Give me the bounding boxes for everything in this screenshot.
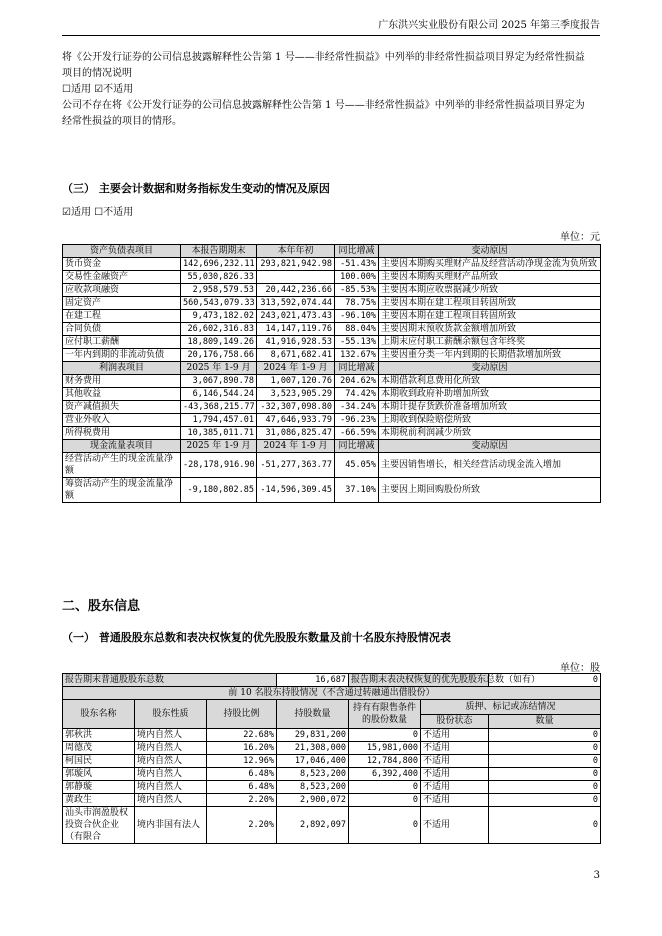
part2-subtitle: （一） 普通股股东总数和表决权恢复的优先股股东数量及前十名股东持股情况表 [62,631,451,644]
page-header: 广东洪兴实业股份有限公司 2025 年第三季度报告 [378,20,600,31]
prior-value: 243,021,473.43 [257,310,335,323]
balance-header-row-cell: 资产负债表项目 [63,245,181,258]
change-reason: 本期借款利息费用化所致 [379,375,601,388]
cash-row [63,453,601,478]
header-rule [62,35,600,36]
section3-options: ☑适用 ☐不适用 [62,207,134,218]
holding-qty: 21,308,000 [277,742,349,755]
current-value: 142,696,232.11 [181,258,257,271]
balance-row [63,349,601,362]
item-name: 合同负债 [63,323,181,336]
prior-value [257,271,335,284]
shareholder-nature: 境内非国有法人 [135,807,207,844]
intro-options: ☐适用 ☑不适用 [62,84,134,95]
shareholder-row [63,807,601,844]
holding-qty: 2,892,097 [277,807,349,844]
pledge-count: 0 [489,781,601,794]
change-pct: 204.62% [335,375,379,388]
current-value: -28,178,916.90 [181,453,257,478]
total-shareholders-label: 报告期末普通股股东总数 [63,674,277,687]
restricted-qty: 15,981,000 [349,742,421,755]
prior-value: 14,147,119.76 [257,323,335,336]
prior-value: 1,007,120.76 [257,375,335,388]
change-reason: 主要因上期回购股份所致 [379,478,601,503]
income-header-row [63,362,601,375]
prior-value: -51,277,363.77 [257,453,335,478]
pledge-status: 不适用 [421,729,489,742]
change-pct: 74.42% [335,388,379,401]
pledge-count: 0 [489,794,601,807]
current-value: 1,794,457.01 [181,414,257,427]
pledge-status: 不适用 [421,755,489,768]
change-reason: 主要因本期购买理财产品及经营活动净现金流为负所致 [379,258,601,271]
balance-header-row-cell: 同比增减 [335,245,379,258]
shareholder-row [63,755,601,768]
cash-header-row [63,440,601,453]
income-header-row-cell: 变动原因 [379,362,601,375]
section3-unit: 单位：元 [560,232,600,243]
pledge-count: 0 [489,729,601,742]
holding-qty: 29,831,200 [277,729,349,742]
restricted-qty: 0 [349,807,421,844]
cash-header-row-cell: 同比增减 [335,440,379,453]
pledge-status: 不适用 [421,768,489,781]
current-value: 20,176,758.66 [181,349,257,362]
total-shareholders-value: 16,687 [277,674,349,687]
item-name: 交易性金融资产 [63,271,181,284]
intro-line-3: 公司不存在将《公开发行证券的公司信息披露解释性公告第 1 号——非经常性损益》中列举的非经常性损益项目界定为 [62,100,585,111]
financial-changes-table [62,244,601,503]
change-pct: -96.10% [335,310,379,323]
balance-row [63,310,601,323]
pledge-status: 不适用 [421,794,489,807]
income-row [63,375,601,388]
change-pct: 37.10% [335,478,379,503]
balance-row [63,271,601,284]
balance-header-row-cell: 变动原因 [379,245,601,258]
holding-ratio: 12.96% [207,755,277,768]
change-reason: 主要因本期在建工程项目转固所致 [379,310,601,323]
current-value: 2,958,579.53 [181,284,257,297]
income-header-row-cell: 同比增减 [335,362,379,375]
shareholder-table [62,673,601,844]
item-name: 所得税费用 [63,427,181,440]
shareholder-name: 柯国民 [63,755,135,768]
change-reason: 主要因本期购买理财产品所致 [379,271,601,284]
pledge-status: 不适用 [421,742,489,755]
holding-ratio: 6.48% [207,768,277,781]
intro-line-2: 项目的情况说明 [62,68,132,79]
shareholder-name: 汕头市润盈股权投资合伙企业（有限合 [63,807,135,844]
item-name: 财务费用 [63,375,181,388]
change-reason: 主要因销售增长，相关经营活动现金流入增加 [379,453,601,478]
change-pct: -51.43% [335,258,379,271]
balance-header-row-cell: 本年年初 [257,245,335,258]
current-value: 9,473,182.02 [181,310,257,323]
top10-caption: 前 10 名股东持股情况（不含通过转融通出借股份） [63,687,601,700]
pref-shareholders-value: 0 [489,674,601,687]
item-name: 一年内到期的非流动负债 [63,349,181,362]
prior-value: 3,523,905.29 [257,388,335,401]
balance-row [63,258,601,271]
change-pct: -96.23% [335,414,379,427]
prior-value: -32,307,098.80 [257,401,335,414]
intro-paragraph [62,50,602,130]
item-name: 筹资活动产生的现金流量净额 [63,478,181,503]
change-pct: 132.67% [335,349,379,362]
col-count: 数量 [489,714,601,729]
shareholder-name: 郭静璇 [63,781,135,794]
current-value: 6,146,544.24 [181,388,257,401]
col-nature: 股东性质 [135,700,207,729]
prior-value: 313,592,074.44 [257,297,335,310]
income-row [63,388,601,401]
item-name: 在建工程 [63,310,181,323]
restricted-qty: 0 [349,729,421,742]
pledge-count: 0 [489,755,601,768]
col-name: 股东名称 [63,700,135,729]
restricted-qty: 6,392,400 [349,768,421,781]
income-header-row-cell: 利润表项目 [63,362,181,375]
prior-value: -14,596,309.45 [257,478,335,503]
item-name: 应收款项融资 [63,284,181,297]
holding-ratio: 6.48% [207,781,277,794]
item-name: 货币资金 [63,258,181,271]
current-value: 18,809,149.26 [181,336,257,349]
shareholder-nature: 境内自然人 [135,768,207,781]
balance-row [63,297,601,310]
current-value: -43,368,215.77 [181,401,257,414]
income-header-row-cell: 2024 年 1-9 月 [257,362,335,375]
shareholder-nature: 境内自然人 [135,794,207,807]
restricted-qty: 0 [349,794,421,807]
restricted-qty: 12,784,800 [349,755,421,768]
shareholder-nature: 境内自然人 [135,781,207,794]
shareholder-row [63,768,601,781]
current-value: -9,180,802.85 [181,478,257,503]
income-header-row-cell: 2025 年 1-9 月 [181,362,257,375]
shareholder-nature: 境内自然人 [135,729,207,742]
change-reason: 本期税前利润减少所致 [379,427,601,440]
pledge-status: 不适用 [421,781,489,794]
pledge-count: 0 [489,768,601,781]
shareholder-name: 郭璇风 [63,768,135,781]
shareholder-nature: 境内自然人 [135,742,207,755]
holding-ratio: 22.68% [207,729,277,742]
prior-value: 8,671,682.41 [257,349,335,362]
change-pct: -66.59% [335,427,379,440]
cash-header-row-cell: 变动原因 [379,440,601,453]
total-shareholders-row [63,674,601,687]
pledge-status: 不适用 [421,807,489,844]
shareholder-name: 郭秋洪 [63,729,135,742]
change-pct: -34.24% [335,401,379,414]
shareholder-nature: 境内自然人 [135,755,207,768]
shareholder-row [63,794,601,807]
shareholder-row [63,729,601,742]
col-pledge: 质押、标记或冻结情况 [421,700,601,715]
change-pct: 45.05% [335,453,379,478]
prior-value: 293,821,942.98 [257,258,335,271]
balance-header-row [63,245,601,258]
cash-header-row-cell: 2025 年 1-9 月 [181,440,257,453]
pledge-count: 0 [489,742,601,755]
holding-ratio: 2.20% [207,807,277,844]
change-reason: 主要因本期应收票据减少所致 [379,284,601,297]
col-restricted: 持有有限售条件的股份数量 [349,700,421,729]
balance-row [63,323,601,336]
part2-unit: 单位：股 [560,663,600,674]
item-name: 经营活动产生的现金流量净额 [63,453,181,478]
shareholder-row [63,742,601,755]
cash-header-row-cell: 2024 年 1-9 月 [257,440,335,453]
cash-header-row-cell: 现金流量表项目 [63,440,181,453]
section3-title: （三） 主要会计数据和财务指标发生变动的情况及原因 [62,182,330,195]
pledge-count: 0 [489,807,601,844]
change-pct: 100.00% [335,271,379,284]
income-row [63,414,601,427]
balance-header-row-cell: 本报告期期末 [181,245,257,258]
intro-line-4: 经常性损益的项目的情形。 [62,116,182,127]
col-ratio: 持股比例 [207,700,277,729]
shareholder-name: 黄政生 [63,794,135,807]
change-pct: 78.75% [335,297,379,310]
current-value: 3,067,890.78 [181,375,257,388]
holding-qty: 2,900,072 [277,794,349,807]
change-reason: 上期末应付职工薪酬余额包含年终奖 [379,336,601,349]
item-name: 应付职工薪酬 [63,336,181,349]
item-name: 资产减值损失 [63,401,181,414]
prior-value: 31,086,825.47 [257,427,335,440]
income-row [63,401,601,414]
change-reason: 上期收到保险赔偿所致 [379,414,601,427]
change-pct: 88.04% [335,323,379,336]
shareholder-row [63,781,601,794]
current-value: 560,543,079.33 [181,297,257,310]
current-value: 26,602,316.83 [181,323,257,336]
change-reason: 本期计提存货跌价准备增加所致 [379,401,601,414]
item-name: 其他收益 [63,388,181,401]
balance-row [63,284,601,297]
holding-qty: 8,523,200 [277,781,349,794]
top10-caption-row [63,687,601,700]
change-reason: 主要因期末预收货款金额增加所致 [379,323,601,336]
change-reason: 本期收到政府补助增加所致 [379,388,601,401]
prior-value: 41,916,928.53 [257,336,335,349]
holding-qty: 17,046,400 [277,755,349,768]
balance-row [63,336,601,349]
change-pct: -85.53% [335,284,379,297]
change-pct: -55.13% [335,336,379,349]
prior-value: 47,646,933.79 [257,414,335,427]
income-row [63,427,601,440]
change-reason: 主要因本期在建工程项目转固所致 [379,297,601,310]
cash-row [63,478,601,503]
item-name: 营业外收入 [63,414,181,427]
pref-shareholders-label: 报告期末表决权恢复的优先股股东总数（如有） [349,674,489,687]
col-qty: 持股数量 [277,700,349,729]
shareholder-name: 周德茂 [63,742,135,755]
item-name: 固定资产 [63,297,181,310]
page-number: 3 [593,870,600,881]
prior-value: 20,442,236.66 [257,284,335,297]
change-reason: 主要因重分类一年内到期的长期借款增加所致 [379,349,601,362]
current-value: 10,385,011.71 [181,427,257,440]
holding-qty: 8,523,200 [277,768,349,781]
col-status: 股份状态 [421,714,489,729]
restricted-qty: 0 [349,781,421,794]
shareholder-header-row [63,700,601,715]
holding-ratio: 16.20% [207,742,277,755]
holding-ratio: 2.20% [207,794,277,807]
part2-title: 二、股东信息 [62,599,141,614]
current-value: 55,030,826.33 [181,271,257,284]
intro-line-1: 将《公开发行证券的公司信息披露解释性公告第 1 号——非经常性损益》中列举的非经常性损益项目界定为经常性损益 [62,52,585,63]
